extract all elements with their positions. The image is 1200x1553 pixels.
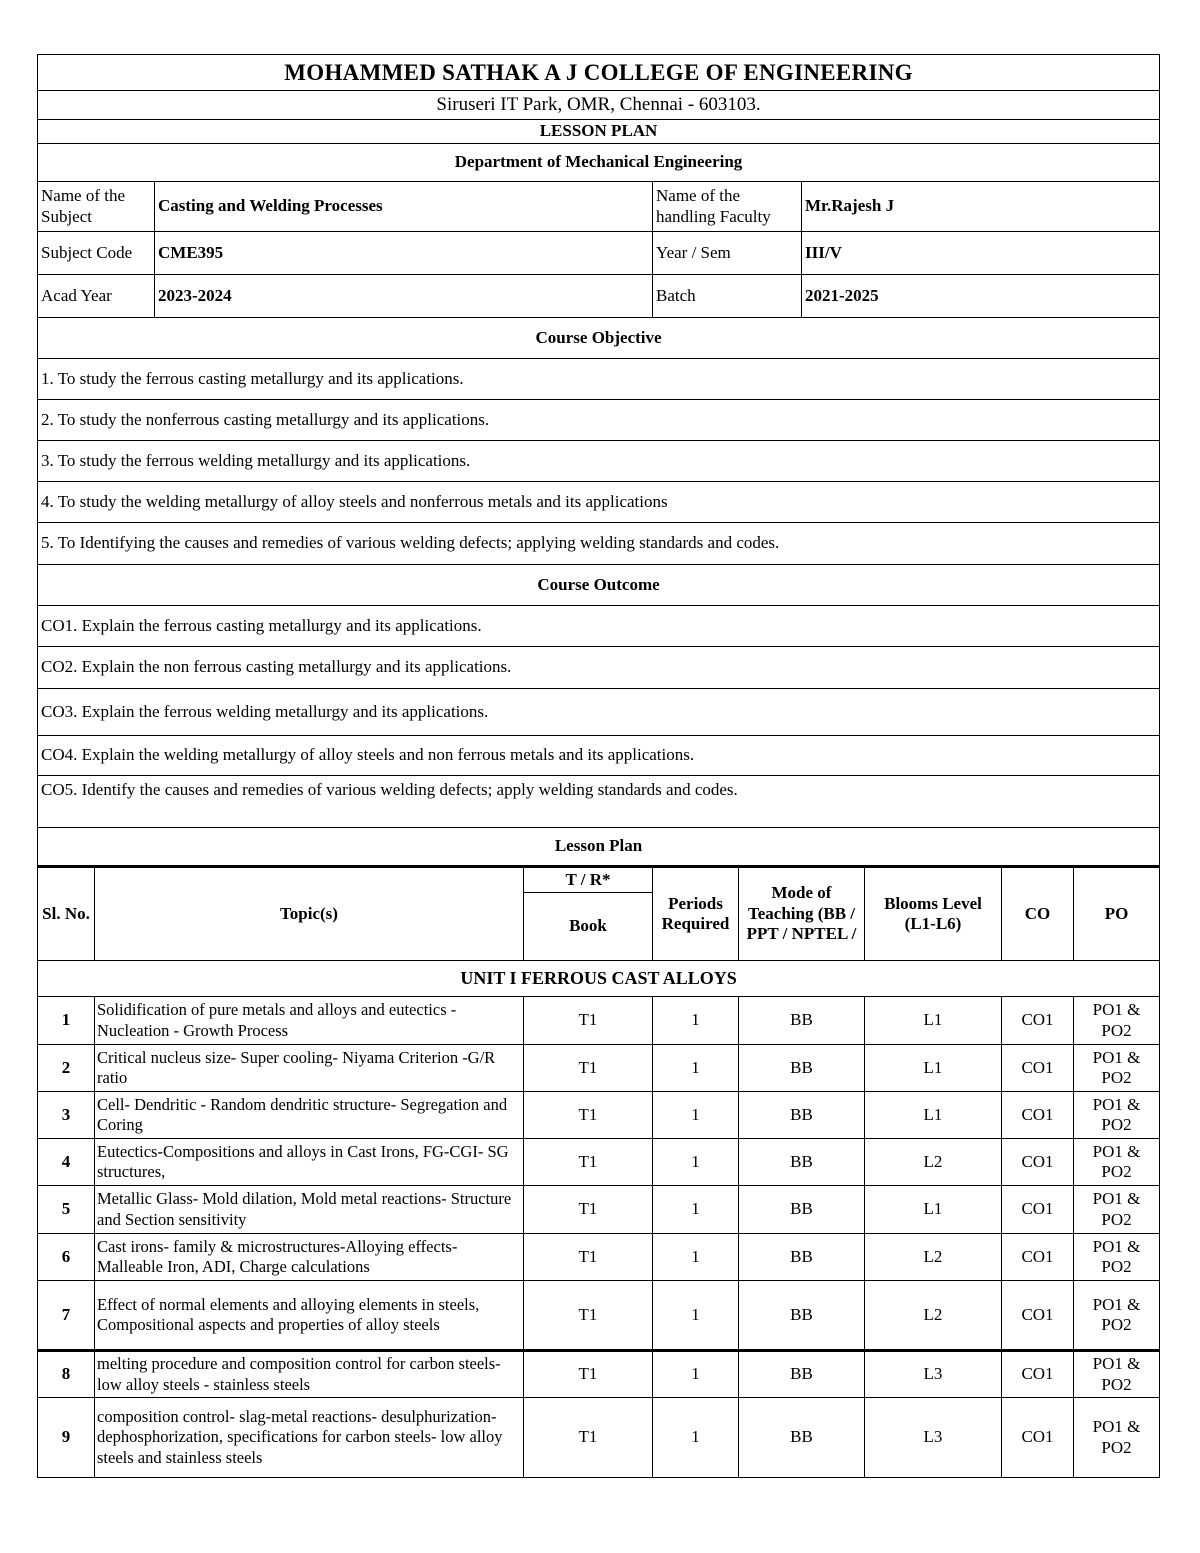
course-outcome-item: CO3. Explain the ferrous welding metallurgy and its applications. (38, 689, 1160, 736)
lesson-plan-rows (38, 997, 1160, 1478)
cell-periods: 1 (653, 1139, 739, 1186)
college-name: MOHAMMED SATHAK A J COLLEGE OF ENGINEERING (38, 55, 1160, 91)
table-row (38, 1398, 1160, 1478)
col-header-tr: T / R* (524, 867, 653, 893)
cell-periods: 1 (653, 1234, 739, 1281)
cell-topic: Metallic Glass- Mold dilation, Mold metal reactions- Structure and Section sensitivity (95, 1186, 524, 1234)
col-header-blooms: Blooms Level (L1-L6) (865, 867, 1002, 961)
cell-topic: Cast irons- family & microstructures-Alloying effects- Malleable Iron, ADI, Charge calculations (95, 1234, 524, 1281)
cell-sl-no: 5 (38, 1186, 95, 1234)
cell-sl-no: 3 (38, 1092, 95, 1139)
cell-book: T1 (524, 1092, 653, 1139)
cell-po: PO1 & PO2 (1074, 1234, 1160, 1281)
cell-mode: BB (739, 1281, 865, 1351)
cell-sl-no: 2 (38, 1045, 95, 1092)
cell-po: PO1 & PO2 (1074, 1092, 1160, 1139)
cell-book: T1 (524, 1234, 653, 1281)
cell-blooms: L1 (865, 1186, 1002, 1234)
col-header-po: PO (1074, 867, 1160, 961)
cell-mode: BB (739, 1234, 865, 1281)
cell-blooms: L3 (865, 1398, 1002, 1478)
cell-topic: Critical nucleus size- Super cooling- Niyama Criterion -G/R ratio (95, 1045, 524, 1092)
cell-blooms: L2 (865, 1139, 1002, 1186)
col-header-mode: Mode of Teaching (BB / PPT / NPTEL / (739, 867, 865, 961)
subject-code-value: CME395 (155, 232, 653, 275)
col-header-periods: Periods Required (653, 867, 739, 961)
faculty-label: Name of the handling Faculty (653, 182, 802, 232)
cell-periods: 1 (653, 1092, 739, 1139)
cell-blooms: L2 (865, 1234, 1002, 1281)
cell-book: T1 (524, 997, 653, 1045)
table-row (38, 1281, 1160, 1351)
cell-co: CO1 (1002, 1351, 1074, 1398)
cell-topic: Effect of normal elements and alloying elements in steels, Compositional aspects and properties of alloy steels (95, 1281, 524, 1351)
cell-periods: 1 (653, 997, 739, 1045)
cell-sl-no: 6 (38, 1234, 95, 1281)
cell-po: PO1 & PO2 (1074, 1186, 1160, 1234)
col-header-co: CO (1002, 867, 1074, 961)
table-row (38, 1139, 1160, 1186)
course-outcome-item: CO2. Explain the non ferrous casting metallurgy and its applications. (38, 647, 1160, 689)
acad-year-value: 2023-2024 (155, 275, 653, 318)
cell-blooms: L1 (865, 997, 1002, 1045)
lesson-plan-sheet (37, 54, 1159, 1478)
cell-blooms: L1 (865, 1045, 1002, 1092)
lesson-plan-heading: Lesson Plan (38, 828, 1160, 867)
subject-value: Casting and Welding Processes (155, 182, 653, 232)
table-row (38, 1234, 1160, 1281)
course-outcome-item: CO5. Identify the causes and remedies of various welding defects; apply welding standards and codes. (38, 776, 1160, 828)
table-row (38, 1045, 1160, 1092)
course-outcome-heading: Course Outcome (38, 565, 1160, 606)
cell-co: CO1 (1002, 1398, 1074, 1478)
cell-co: CO1 (1002, 997, 1074, 1045)
course-objective-item: 3. To study the ferrous welding metallurgy and its applications. (38, 441, 1160, 482)
subject-label: Name of the Subject (38, 182, 155, 232)
col-header-topic: Topic(s) (95, 867, 524, 961)
cell-periods: 1 (653, 1281, 739, 1351)
cell-periods: 1 (653, 1045, 739, 1092)
cell-po: PO1 & PO2 (1074, 1281, 1160, 1351)
cell-periods: 1 (653, 1398, 739, 1478)
cell-sl-no: 9 (38, 1398, 95, 1478)
cell-mode: BB (739, 1398, 865, 1478)
cell-sl-no: 8 (38, 1351, 95, 1398)
cell-mode: BB (739, 1045, 865, 1092)
cell-po: PO1 & PO2 (1074, 1398, 1160, 1478)
year-sem-label: Year / Sem (653, 232, 802, 275)
year-sem-value: III/V (802, 232, 1160, 275)
cell-co: CO1 (1002, 1234, 1074, 1281)
cell-periods: 1 (653, 1186, 739, 1234)
cell-book: T1 (524, 1351, 653, 1398)
department-name: Department of Mechanical Engineering (38, 144, 1160, 182)
cell-sl-no: 7 (38, 1281, 95, 1351)
cell-co: CO1 (1002, 1139, 1074, 1186)
subject-code-label: Subject Code (38, 232, 155, 275)
cell-topic: Solidification of pure metals and alloys and eutectics - Nucleation - Growth Process (95, 997, 524, 1045)
cell-po: PO1 & PO2 (1074, 997, 1160, 1045)
cell-co: CO1 (1002, 1092, 1074, 1139)
cell-book: T1 (524, 1398, 653, 1478)
cell-co: CO1 (1002, 1045, 1074, 1092)
cell-topic: melting procedure and composition control for carbon steels- low alloy steels - stainless steels (95, 1351, 524, 1398)
cell-mode: BB (739, 1186, 865, 1234)
cell-mode: BB (739, 997, 865, 1045)
course-objective-item: 5. To Identifying the causes and remedies of various welding defects; applying welding standards and codes. (38, 523, 1160, 565)
course-outcome-item: CO1. Explain the ferrous casting metallurgy and its applications. (38, 606, 1160, 647)
cell-blooms: L2 (865, 1281, 1002, 1351)
cell-book: T1 (524, 1186, 653, 1234)
col-header-book: Book (524, 893, 653, 961)
cell-blooms: L1 (865, 1092, 1002, 1139)
faculty-value: Mr.Rajesh J (802, 182, 1160, 232)
cell-po: PO1 & PO2 (1074, 1139, 1160, 1186)
cell-co: CO1 (1002, 1186, 1074, 1234)
cell-mode: BB (739, 1092, 865, 1139)
cell-mode: BB (739, 1139, 865, 1186)
table-row (38, 1092, 1160, 1139)
cell-topic: Eutectics-Compositions and alloys in Cast Irons, FG-CGI- SG structures, (95, 1139, 524, 1186)
cell-sl-no: 4 (38, 1139, 95, 1186)
course-objective-heading: Course Objective (38, 318, 1160, 359)
cell-po: PO1 & PO2 (1074, 1351, 1160, 1398)
course-objective-item: 4. To study the welding metallurgy of alloy steels and nonferrous metals and its applications (38, 482, 1160, 523)
course-objective-item: 2. To study the nonferrous casting metallurgy and its applications. (38, 400, 1160, 441)
cell-sl-no: 1 (38, 997, 95, 1045)
cell-periods: 1 (653, 1351, 739, 1398)
col-header-sl-no: Sl. No. (38, 867, 95, 961)
cell-topic: composition control- slag-metal reactions- desulphurization- dephosphorization, specifications for carbon steels- low alloy steels and stainless steels (95, 1398, 524, 1478)
batch-label: Batch (653, 275, 802, 318)
document-type: LESSON PLAN (38, 120, 1160, 144)
cell-book: T1 (524, 1045, 653, 1092)
cell-mode: BB (739, 1351, 865, 1398)
lesson-plan-table (37, 54, 1160, 1478)
table-row (38, 997, 1160, 1045)
cell-po: PO1 & PO2 (1074, 1045, 1160, 1092)
cell-blooms: L3 (865, 1351, 1002, 1398)
cell-topic: Cell- Dendritic - Random dendritic structure- Segregation and Coring (95, 1092, 524, 1139)
table-row (38, 1351, 1160, 1398)
table-row (38, 1186, 1160, 1234)
college-address: Siruseri IT Park, OMR, Chennai - 603103. (38, 91, 1160, 120)
batch-value: 2021-2025 (802, 275, 1160, 318)
course-objective-item: 1. To study the ferrous casting metallurgy and its applications. (38, 359, 1160, 400)
course-outcome-item: CO4. Explain the welding metallurgy of alloy steels and non ferrous metals and its applications. (38, 736, 1160, 776)
cell-book: T1 (524, 1139, 653, 1186)
acad-year-label: Acad Year (38, 275, 155, 318)
unit-title: UNIT I FERROUS CAST ALLOYS (38, 961, 1160, 997)
cell-book: T1 (524, 1281, 653, 1351)
cell-co: CO1 (1002, 1281, 1074, 1351)
